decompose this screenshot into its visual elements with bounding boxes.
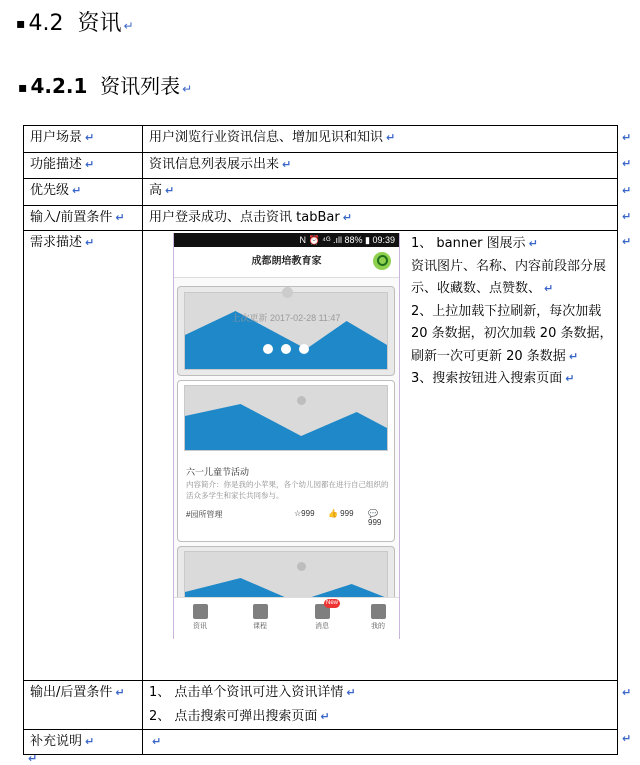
carousel-dots[interactable] [185, 341, 387, 359]
row-end-mark-icon: ↵ [622, 131, 632, 144]
row-end-mark-icon: ↵ [622, 686, 632, 699]
loading-spinner-icon [282, 287, 293, 298]
row-value: 高 ↵ [143, 179, 618, 206]
row-value: 用户登录成功、点击资讯 tabBar ↵ [143, 206, 618, 231]
tab-mine[interactable]: 我的 [358, 604, 398, 631]
table-row [24, 179, 618, 206]
row-value: 1、 点击单个资讯可进入资讯详情 ↵ 2、 点击搜索可弹出搜索页面 ↵ [143, 681, 618, 730]
category-tag[interactable]: #园所管理 [186, 510, 223, 519]
table-row [24, 206, 618, 231]
paragraph-mark-icon: ↵ [182, 82, 193, 96]
tab-courses[interactable]: 课程 [240, 604, 280, 631]
article-image [184, 385, 388, 451]
new-badge: New [326, 600, 339, 606]
row-value: 用户浏览行业资讯信息、增加见识和知识 ↵ [143, 126, 618, 153]
status-bar: N ⏰ ⁴ᴳ .ıll 88% ▮ 09:39 [174, 233, 399, 247]
article-summary: 内容简介：你是我的小苹果，各个幼儿园都在进行自己组织的活众多学生和家长共同参与。 [186, 480, 389, 500]
row-end-mark-icon: ↵ [622, 184, 632, 197]
article-title: 六一儿童节活动 [186, 467, 250, 477]
heading-number: 4.2.1 [30, 74, 88, 98]
article-card[interactable] [177, 380, 395, 542]
heading-title: 资讯列表 [100, 74, 181, 98]
courses-tab-icon [253, 604, 268, 619]
table-row [24, 681, 618, 730]
search-icon[interactable] [373, 252, 391, 270]
heading-title: 资讯 [77, 11, 122, 36]
phone-mockup [173, 233, 400, 639]
comment-count[interactable]: 💬 999 [368, 509, 382, 527]
table-row [24, 730, 618, 755]
news-tab-icon [193, 604, 208, 619]
banner-card[interactable] [177, 286, 395, 376]
favorite-count[interactable]: ☆999 [294, 509, 315, 518]
requirement-item: 资讯图片、名称、内容前段部分展示、收藏数、点赞数、 ↵ [411, 258, 607, 296]
table-row [24, 153, 618, 179]
row-label: 需求描述 ↵ [24, 231, 143, 681]
heading-4-2: ▪ 4.2 资讯 ↵ [16, 11, 134, 36]
row-label: 功能描述 ↵ [24, 153, 143, 179]
paragraph-mark-icon: ↵ [28, 752, 38, 765]
row-end-mark-icon: ↵ [622, 235, 632, 248]
profile-tab-icon [371, 604, 386, 619]
heading-4-2-1: ▪ 4.2.1 资讯列表 ↵ [18, 74, 193, 98]
row-value: 资讯信息列表展示出来 ↵ [143, 153, 618, 179]
heading-number: 4.2 [28, 11, 64, 36]
requirement-item: 2、上拉加载下拉刷新，每次加载 20 条数据，初次加载 20 条数据，刷新一次可更新 20 条数据 ↵ [411, 303, 613, 364]
table-row [24, 126, 618, 153]
requirement-item: 1、 banner 图展示 ↵ [411, 236, 538, 251]
mountain-image-icon [185, 386, 387, 450]
tab-messages[interactable]: 消息 New [315, 600, 339, 630]
app-title-bar [174, 247, 399, 278]
row-label: 补充说明 ↵ [24, 730, 143, 755]
requirement-item: 3、搜索按钮进入搜索页面 ↵ [411, 371, 575, 386]
paragraph-mark-icon: ↵ [123, 19, 134, 33]
banner-image [184, 292, 388, 370]
row-label: 输入/前置条件 ↵ [24, 206, 143, 231]
requirement-description [411, 233, 615, 391]
refresh-timestamp: 上次更新 2017-02-28 11:47 [231, 313, 341, 323]
app-title: 成都朗培教育家 [251, 256, 322, 267]
row-label: 用户场景 ↵ [24, 126, 143, 153]
row-label: 优先级 ↵ [24, 179, 143, 206]
row-end-mark-icon: ↵ [622, 732, 632, 745]
tab-bar [174, 597, 399, 636]
row-value: ↵ [143, 730, 618, 755]
row-end-mark-icon: ↵ [622, 210, 632, 223]
row-label: 输出/后置条件 ↵ [24, 681, 143, 730]
row-end-mark-icon: ↵ [622, 157, 632, 170]
like-count[interactable]: 👍 999 [328, 509, 354, 518]
image-placeholder-icon [297, 562, 306, 571]
tab-news[interactable]: 资讯 [180, 604, 220, 631]
news-feed[interactable] [174, 278, 399, 636]
image-placeholder-icon [297, 396, 306, 405]
